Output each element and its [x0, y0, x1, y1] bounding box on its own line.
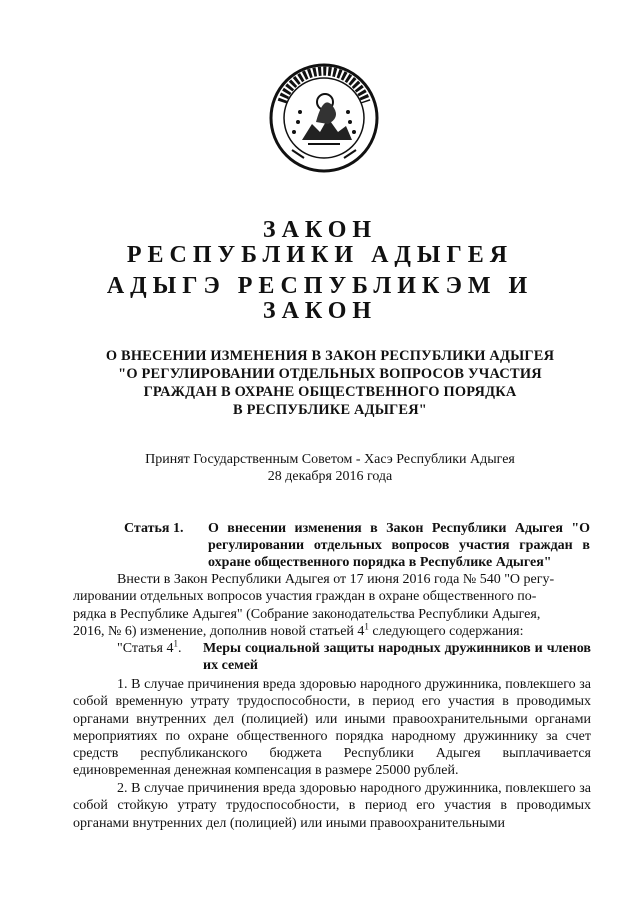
intro-text: следующего содержания:: [368, 623, 524, 639]
article-number-dot: .: [177, 641, 182, 656]
paragraph-text: 2. В случае причинения вреда здоровью народного дружинника, повлекшего за собой стойкую утрату трудоспособности, в период его участия в проводимых органами внутренних дел (полицией) или иными правоохранительными: [73, 781, 591, 831]
adoption-line: Принят Государственным Советом - Хасэ Республики Адыгея: [145, 452, 515, 467]
paragraph-text: 1. В случае причинения вреда здоровью народного дружинника, повлекшего за собой временную утрату трудоспособности, в период его участия в проводимых органами внутренних дел (полицией) или иными правоохранительными органами мероприятиях по охране общественного порядка народному дружиннику за счет средств республиканского бюджета Республики Адыгея выплачивается единовременная денежная компенсация в размере 25000 рублей.: [73, 677, 591, 779]
adoption-note: [80, 451, 580, 485]
article-4-1-heading: Меры социальной защиты народных дружинников и членов их семей: [203, 641, 591, 673]
header-line-1: ЗАКОН: [262, 217, 378, 243]
paragraph-2: [73, 780, 591, 832]
title-line: "О РЕГУЛИРОВАНИИ ОТДЕЛЬНЫХ ВОПРОСОВ УЧАСТИЯ: [118, 366, 542, 382]
coat-of-arms-of-adygea-icon: [268, 62, 380, 174]
intro-text: 2016, № 6) изменение, дополнив новой статьей 4: [73, 623, 365, 639]
paragraph-1: [73, 676, 591, 780]
intro-line: Внести в Закон Республики Адыгея от 17 июня 2016 года № 540 "О регу-: [117, 572, 555, 587]
intro-line: рядка в Республике Адыгея" (Собрание законодательства Республики Адыгея,: [73, 606, 541, 622]
article-1-number: Статья 1.: [124, 521, 184, 536]
law-title: [80, 347, 580, 419]
article-1-heading: О внесении изменения в Закон Республики Адыгея "О регулировании отдельных вопросов участия граждан в охране общественного порядка в Республике Адыгея": [208, 521, 590, 570]
title-line: ГРАЖДАН В ОХРАНЕ ОБЩЕСТВЕННОГО ПОРЯДКА: [143, 384, 517, 400]
title-line: В РЕСПУБЛИКЕ АДЫГЕЯ": [233, 402, 427, 418]
article-number-text: "Статья 4: [117, 641, 174, 656]
header-line-2: РЕСПУБЛИКИ АДЫГЕЯ: [126, 242, 514, 268]
intro-line: [73, 623, 591, 640]
header-line-3: АДЫГЭ РЕСПУБЛИКЭМ И: [106, 273, 534, 299]
intro-paragraph: [73, 571, 591, 640]
intro-line: лировании отдельных вопросов участия граждан в охране общественного по-: [73, 589, 537, 605]
header-line-4: ЗАКОН: [262, 298, 378, 324]
adoption-date: 28 декабря 2016 года: [267, 469, 393, 484]
superscript: 1: [173, 638, 178, 649]
title-line: О ВНЕСЕНИИ ИЗМЕНЕНИЯ В ЗАКОН РЕСПУБЛИКИ АДЫГЕЯ: [105, 348, 555, 364]
article-4-1-number: [117, 640, 181, 657]
superscript: 1: [364, 621, 369, 632]
